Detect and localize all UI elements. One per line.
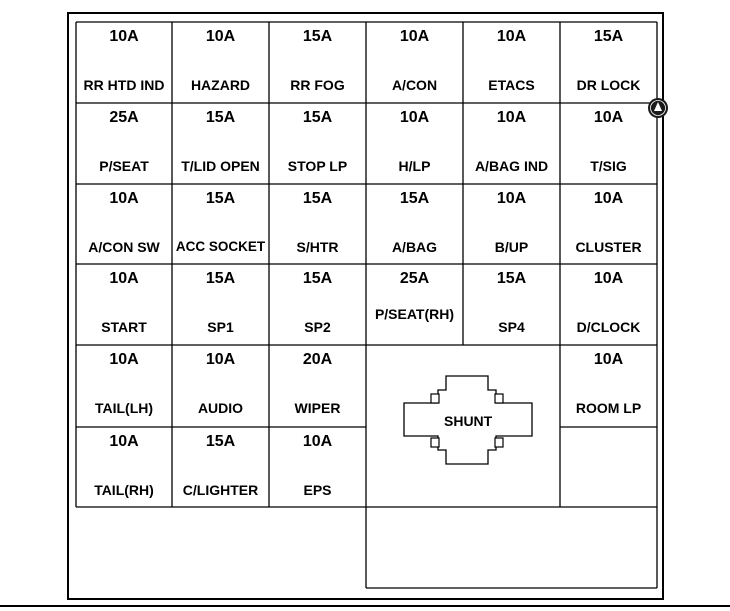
fuse-cell (76, 264, 172, 345)
fuse-cell (269, 345, 366, 427)
fuse-cell (172, 103, 269, 184)
fuse-label: RR FOG (290, 77, 345, 93)
fuse-cell (76, 184, 172, 264)
fuse-label: ACC SOCKET (175, 239, 266, 254)
fuse-cell (269, 22, 366, 103)
fuse-amperage: 10A (205, 28, 236, 45)
fuse-amperage: 15A (302, 190, 333, 207)
fuse-label: H/LP (398, 158, 431, 174)
fuse-amperage: 15A (496, 270, 527, 287)
fuse-cell (366, 22, 463, 103)
fuse-amperage: 25A (399, 270, 430, 287)
fuse-label: SP2 (304, 319, 331, 335)
fuse-cell (269, 264, 366, 345)
fuse-amperage: 10A (593, 109, 624, 126)
fuse-label: A/BAG (391, 239, 438, 255)
fuse-cell (463, 264, 560, 345)
fuse-amperage: 10A (496, 190, 527, 207)
fuse-cell (463, 184, 560, 264)
fuse-cell (76, 22, 172, 103)
fuse-label: AUDIO (197, 400, 244, 416)
fuse-cell (172, 345, 269, 427)
fuse-amperage: 10A (109, 433, 139, 450)
fuse-amperage: 10A (496, 109, 527, 126)
fuse-label: A/CON SW (88, 239, 160, 255)
fuse-amperage: 10A (109, 28, 139, 45)
fuse-cell (560, 264, 657, 345)
fuse-cell (269, 427, 366, 507)
fuse-cell (269, 103, 366, 184)
fuse-amperage: 10A (399, 109, 430, 126)
fuse-amperage: 20A (302, 351, 333, 368)
fuse-amperage: 15A (302, 270, 333, 287)
fuse-amperage: 10A (593, 270, 624, 287)
fuse-cell (463, 22, 560, 103)
fuse-amperage: 15A (302, 109, 333, 126)
fuse-amperage: 15A (302, 28, 333, 45)
fuse-label: B/UP (494, 239, 529, 255)
fuse-label: A/BAG IND (474, 158, 549, 174)
fuse-cell (172, 264, 269, 345)
fuse-amperage: 10A (109, 351, 139, 368)
fuse-cell (76, 345, 172, 427)
fuse-cell (76, 103, 172, 184)
fuse-label: RR HTD IND (83, 77, 165, 93)
fuse-label: TAIL(RH) (94, 482, 154, 498)
fuse-amperage: 15A (593, 28, 624, 45)
fuse-label: WIPER (294, 400, 341, 416)
fuse-cell (172, 184, 269, 264)
fuse-amperage: 10A (109, 270, 139, 287)
fuse-amperage: 15A (205, 433, 236, 450)
fuse-label: T/LID OPEN (181, 158, 260, 174)
fuse-cell (463, 103, 560, 184)
fuse-label: P/SEAT(RH) (374, 306, 455, 322)
fuse-cell (560, 427, 657, 507)
fuse-amperage: 15A (205, 109, 236, 126)
fuse-label: SP1 (207, 319, 234, 335)
fuse-cell (560, 345, 657, 427)
fuse-label: START (101, 319, 147, 335)
fuse-label: STOP LP (287, 158, 348, 174)
shunt-label: SHUNT (444, 413, 493, 429)
fuse-amperage: 10A (593, 351, 624, 368)
fuse-amperage: 25A (109, 109, 139, 126)
shunt-terminal (495, 394, 503, 403)
fuse-label: D/CLOCK (576, 319, 641, 335)
fuse-label: ROOM LP (575, 400, 642, 416)
fuse-amperage: 10A (205, 351, 236, 368)
bottom-rule (0, 605, 730, 607)
fuse-amperage: 10A (399, 28, 430, 45)
fuse-label: T/SIG (590, 158, 627, 174)
fuse-label: HAZARD (190, 77, 251, 93)
fuse-label: P/SEAT (99, 158, 149, 174)
fuse-cell (560, 103, 657, 184)
fuse-amperage: 15A (399, 190, 430, 207)
fuse-label: A/CON (391, 77, 438, 93)
fuse-label: TAIL(LH) (94, 400, 154, 416)
fuse-cell (560, 22, 657, 103)
fuse-amperage: 10A (302, 433, 333, 450)
fuse-cell (172, 427, 269, 507)
fuse-label: S/HTR (296, 239, 339, 255)
fuse-label: EPS (303, 482, 332, 498)
shunt-terminal (431, 394, 439, 403)
fuse-label: CLUSTER (575, 239, 642, 255)
fuse-cell (366, 184, 463, 264)
fuse-cell (269, 184, 366, 264)
fuse-cell (560, 184, 657, 264)
fuse-amperage: 10A (593, 190, 624, 207)
fuse-label: DR LOCK (576, 77, 641, 93)
shunt-terminal (431, 438, 439, 447)
fuse-box-frame (67, 12, 664, 600)
shunt-terminal (495, 438, 503, 447)
fuse-cell (366, 264, 463, 345)
watermark-seal-icon (646, 96, 670, 120)
fuse-amperage: 10A (109, 190, 139, 207)
fuse-amperage: 15A (205, 270, 236, 287)
fuse-amperage: 10A (496, 28, 527, 45)
fuse-cell (366, 103, 463, 184)
fuse-cell (172, 22, 269, 103)
fuse-cell (76, 427, 172, 507)
fuse-amperage: 15A (205, 190, 236, 207)
fuse-label: C/LIGHTER (182, 482, 259, 498)
fuse-label: ETACS (488, 77, 535, 93)
fuse-label: SP4 (498, 319, 525, 335)
